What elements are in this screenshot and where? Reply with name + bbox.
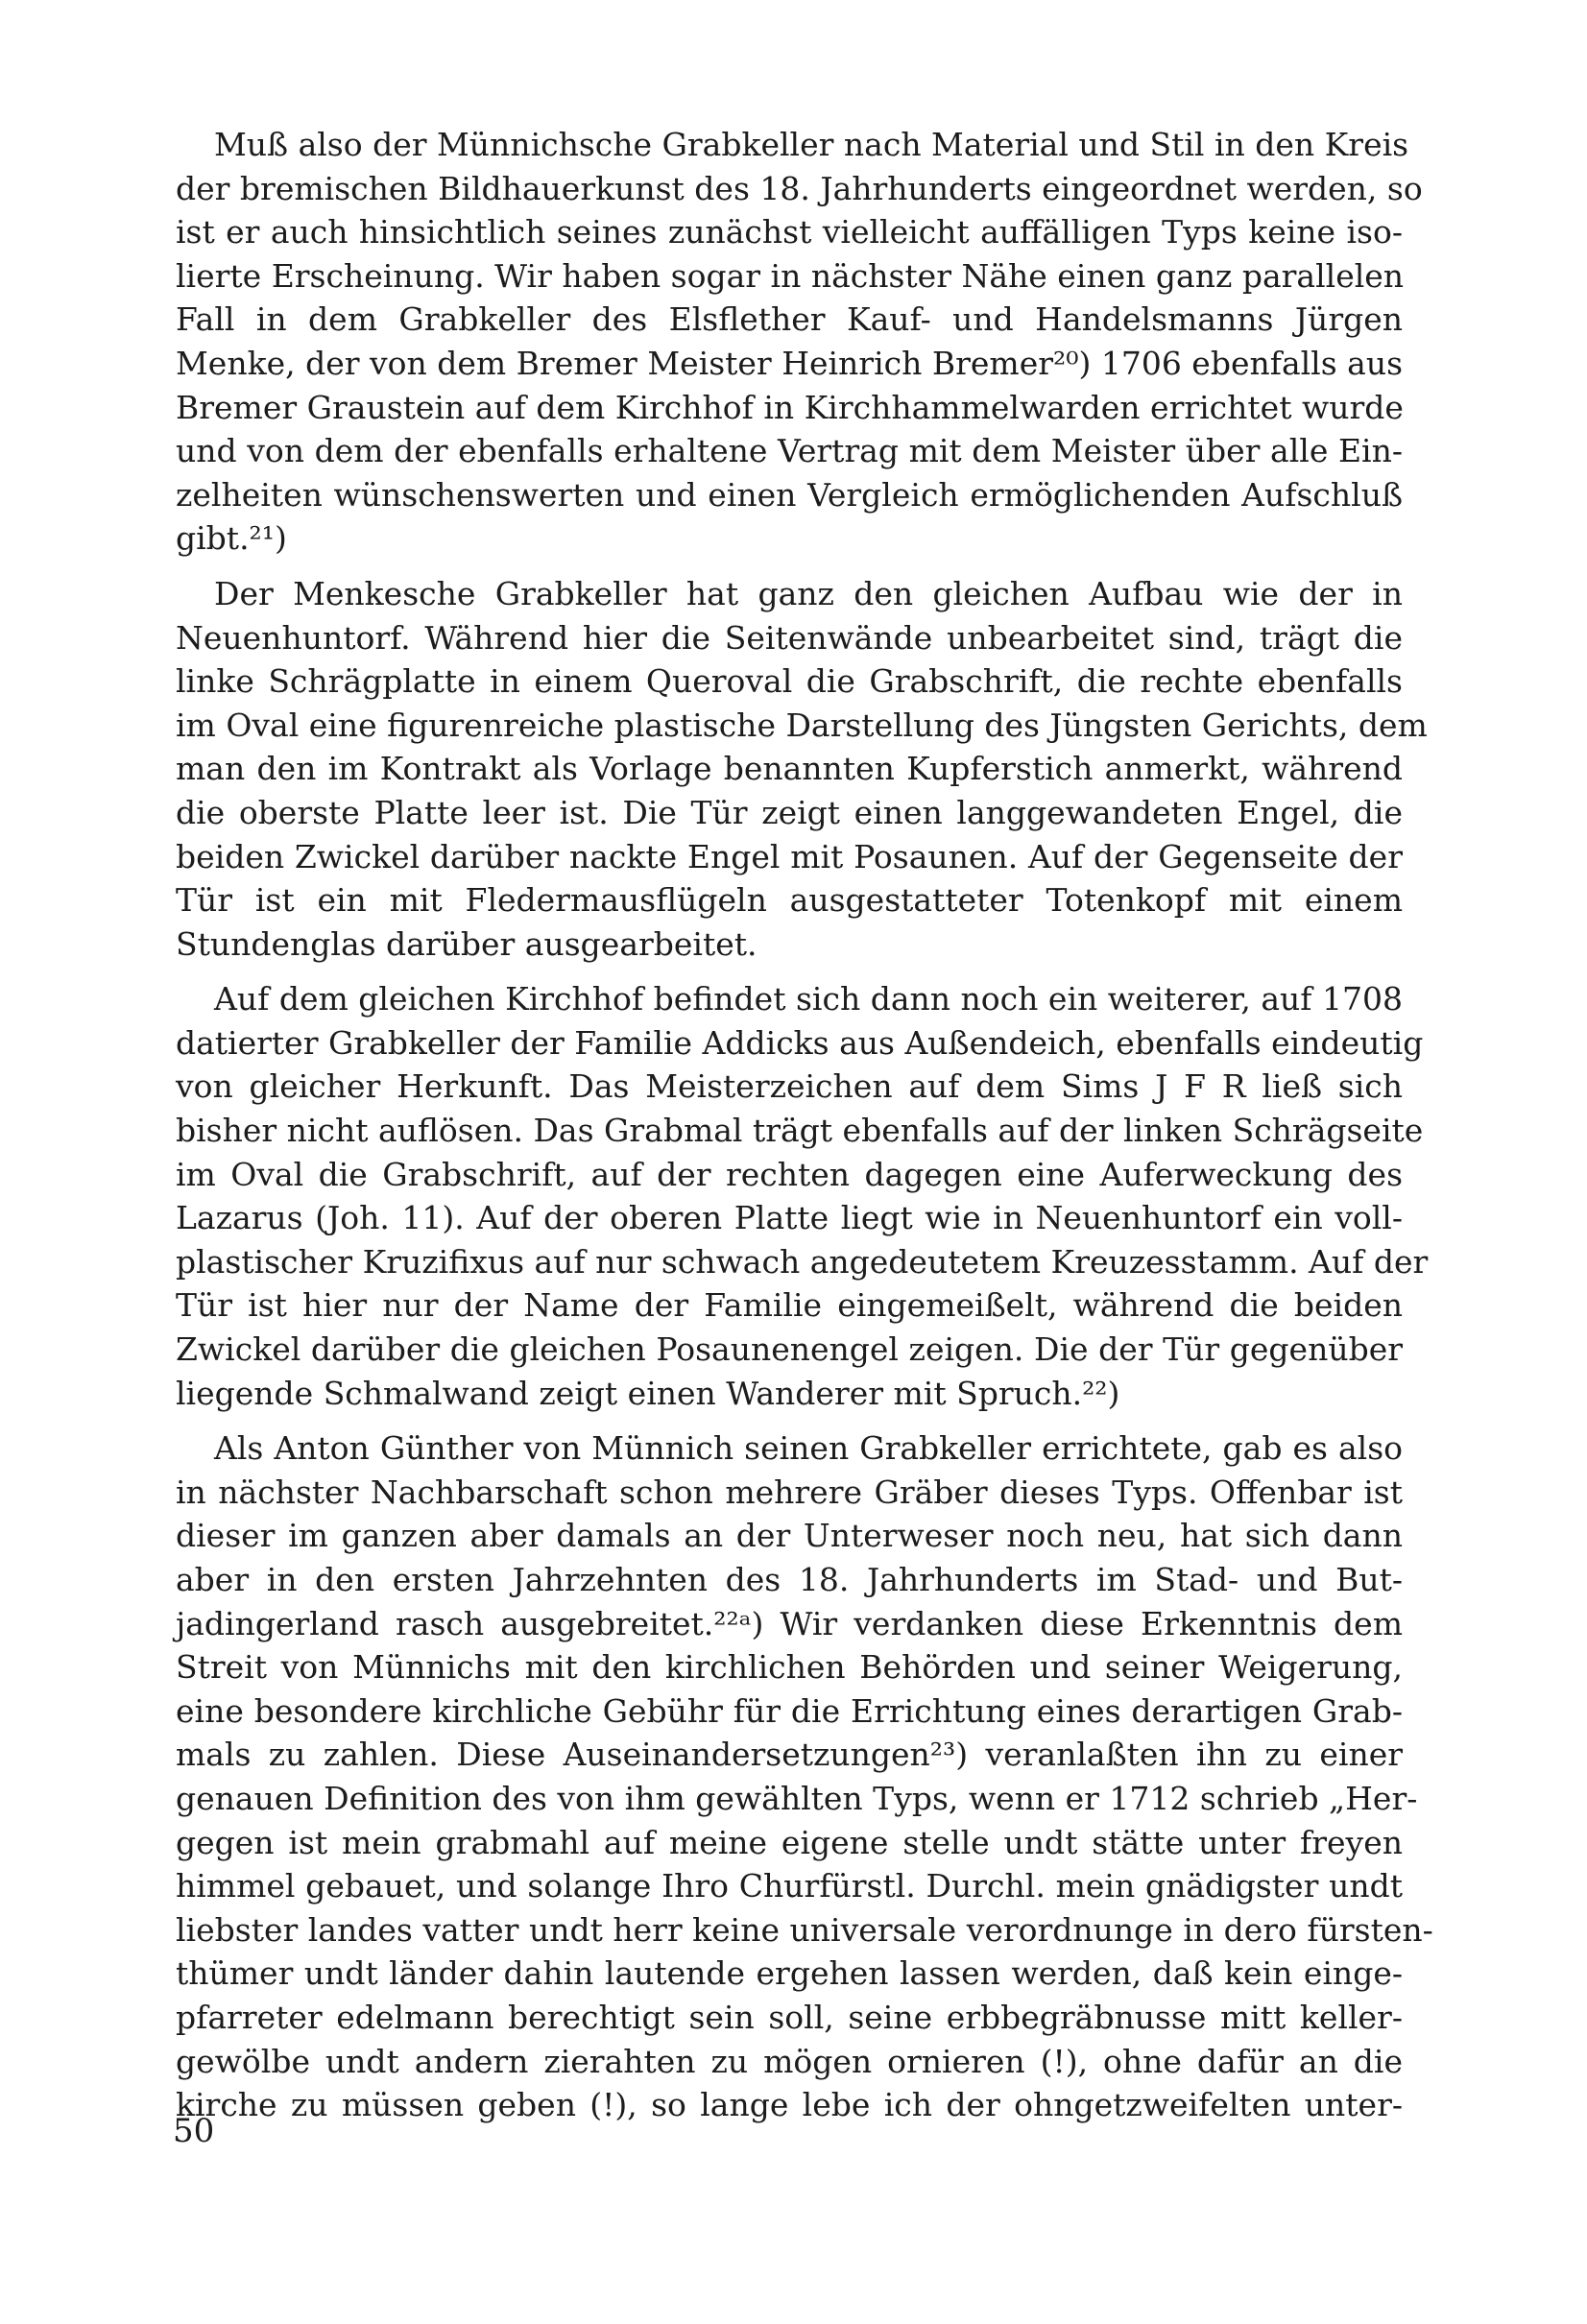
text-line: linke Schrägplatte in einem Queroval die Grabschrift, die rechte ebenfalls <box>176 662 1403 701</box>
text-line: plastischer Kruzifixus auf nur schwach angedeutetem Kreuzesstamm. Auf der <box>176 1242 1429 1281</box>
text-line: gewölbe undt andern zierahten zu mögen ornieren (!), ohne dafür an die <box>176 2042 1403 2080</box>
text-line: Lazarus (Joh. 11). Auf der oberen Platte liegt wie in Neuenhuntorf ein voll- <box>176 1199 1403 1237</box>
text-line: Neuenhuntorf. Während hier die Seitenwände unbearbeitet sind, trägt die <box>176 618 1403 657</box>
text-line: Tür ist ein mit Fledermausflügeln ausgestatteter Totenkopf mit einem <box>176 881 1403 920</box>
text-line: beiden Zwickel darüber nackte Engel mit Posaunen. Auf der Gegenseite der <box>176 837 1403 875</box>
text-line: datierter Grabkeller der Familie Addicks aus Außendeich, ebenfalls eindeutig <box>176 1023 1424 1062</box>
text-line: Fall in dem Grabkeller des Elsflether Kauf- und Handelsmanns Jürgen <box>176 300 1403 339</box>
text-line: man den im Kontrakt als Vorlage benannten Kupferstich anmerkt, während <box>176 750 1403 788</box>
text-line: Bremer Graustein auf dem Kirchhof in Kirchhammelwarden errichtet wurde <box>176 388 1404 426</box>
text-line: und von dem der ebenfalls erhaltene Vertrag mit dem Meister über alle Ein- <box>176 432 1403 470</box>
text-line: im Oval eine figurenreiche plastische Darstellung des Jüngsten Gerichts, dem <box>176 706 1428 744</box>
text-line: gegen ist mein grabmahl auf meine eigene stelle undt stätte unter freyen <box>176 1823 1403 1861</box>
text-line: himmel gebauet, und solange Ihro Churfürstl. Durchl. mein gnädigster undt <box>176 1867 1403 1905</box>
text-line: die oberste Platte leer ist. Die Tür zeigt einen langgewandeten Engel, die <box>176 793 1403 831</box>
text-line: der bremischen Bildhauerkunst des 18. Jahrhunderts eingeordnet werden, so <box>176 169 1423 207</box>
text-line: kirche zu müssen geben (!), so lange lebe ich der ohngetzweifelten unter- <box>176 2086 1403 2124</box>
text-line: von gleicher Herkunft. Das Meisterzeichen auf dem Sims J F R ließ sich <box>176 1067 1403 1106</box>
paragraph-3 <box>176 977 1429 1415</box>
text-line: zelheiten wünschenswerten und einen Vergleich ermöglichenden Aufschluß <box>176 475 1403 514</box>
body-text <box>176 123 1433 2127</box>
text-line: liegende Schmalwand zeigt einen Wanderer mit Spruch.²²) <box>176 1374 1120 1412</box>
text-line: dieser im ganzen aber damals an der Unterweser noch neu, hat sich dann <box>176 1517 1403 1555</box>
text-line: ist er auch hinsichtlich seines zunächst vielleicht auffälligen Typs keine iso- <box>176 213 1403 252</box>
text-line: lierte Erscheinung. Wir haben sogar in nächster Nähe einen ganz parallelen <box>176 256 1405 295</box>
paragraph-4 <box>176 1426 1433 2127</box>
text-line: Menke, der von dem Bremer Meister Heinrich Bremer²⁰) 1706 ebenfalls aus <box>176 344 1404 382</box>
text-line: Als Anton Günther von Münnich seinen Grabkeller errichtete, gab es also <box>214 1429 1403 1468</box>
text-line: Auf dem gleichen Kirchhof befindet sich dann noch ein weiterer, auf 1708 <box>214 980 1403 1018</box>
text-line: bisher nicht auflösen. Das Grabmal trägt ebenfalls auf der linken Schrägseite <box>176 1112 1424 1150</box>
text-line: Muß also der Münnichsche Grabkeller nach Material und Stil in den Kreis <box>214 126 1409 163</box>
text-line: Streit von Münnichs mit den kirchlichen Behörden und seiner Weigerung, <box>176 1648 1403 1687</box>
text-line: genauen Definition des von ihm gewählten Typs, wenn er 1712 schrieb „Her- <box>176 1779 1418 1817</box>
text-line: pfarreter edelmann berechtigt sein soll, seine erbbegräbnusse mitt keller- <box>176 1998 1403 2036</box>
text-line: jadingerland rasch ausgebreitet.²²ᵃ) Wir verdanken diese Erkenntnis dem <box>176 1604 1403 1642</box>
text-line: mals zu zahlen. Diese Auseinandersetzungen²³) veranlaßten ihn zu einer <box>176 1736 1403 1774</box>
text-line: Zwickel darüber die gleichen Posaunenengel zeigen. Die der Tür gegenüber <box>176 1330 1403 1369</box>
text-line: gibt.²¹) <box>176 519 287 558</box>
text-line: Der Menkesche Grabkeller hat ganz den gleichen Aufbau wie der in <box>214 574 1403 612</box>
text-line: im Oval die Grabschrift, auf der rechten dagegen eine Auferweckung des <box>176 1155 1403 1193</box>
text-line: Tür ist hier nur der Name der Familie eingemeißelt, während die beiden <box>176 1286 1403 1325</box>
page-number: 50 <box>173 2112 215 2150</box>
text-line: in nächster Nachbarschaft schon mehrere Gräber dieses Typs. Offenbar ist <box>176 1473 1403 1511</box>
paragraph-2 <box>176 572 1428 966</box>
paragraph-1 <box>176 123 1423 561</box>
text-line: thümer undt länder dahin lautende ergehen lassen werden, daß kein einge- <box>176 1954 1403 1993</box>
text-line: aber in den ersten Jahrzehnten des 18. Jahrhunderts im Stad- und But- <box>176 1561 1403 1598</box>
text-line: Stundenglas darüber ausgearbeitet. <box>176 924 757 963</box>
text-line: eine besondere kirchliche Gebühr für die Errichtung eines derartigen Grab- <box>176 1691 1403 1730</box>
text-line: liebster landes vatter undt herr keine universale verordnunge in dero fürsten- <box>176 1910 1433 1949</box>
